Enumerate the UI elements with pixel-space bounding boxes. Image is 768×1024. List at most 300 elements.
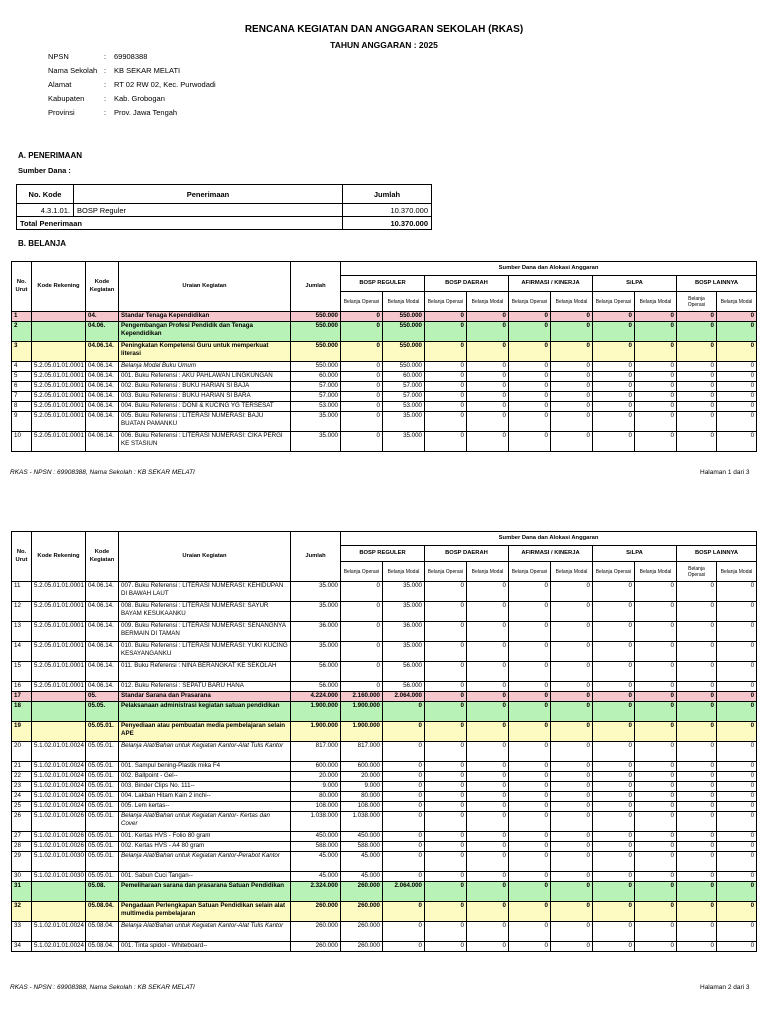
row-reguler-operasi: 0 [341, 362, 383, 372]
row-zero-value: 0 [467, 872, 509, 882]
header-penerimaan: Penerimaan [74, 185, 343, 204]
row-zero-value: 0 [717, 382, 757, 392]
row-reguler-operasi: 0 [341, 322, 383, 342]
row-zero-value: 0 [593, 842, 635, 852]
row-reguler-modal: 0 [383, 702, 425, 722]
row-zero-value: 0 [717, 812, 757, 832]
row-jumlah: 4.224.000 [291, 692, 341, 702]
row-zero-value: 0 [467, 882, 509, 902]
row-zero-value: 0 [717, 412, 757, 432]
row-zero-value: 0 [467, 702, 509, 722]
row-zero-value: 0 [509, 312, 551, 322]
row-kode-rekening: 5.1.02.01.01.0024 [32, 942, 86, 952]
row-zero-value: 0 [677, 812, 717, 832]
header-kode-rekening: Kode Rekening [32, 262, 86, 312]
header-no-urut: No. Urut [12, 262, 32, 312]
row-zero-value: 0 [509, 602, 551, 622]
belanja-row [12, 692, 757, 702]
row-zero-value: 0 [635, 662, 677, 682]
row-jumlah: 550.000 [291, 362, 341, 372]
row-kode-kegiatan: 05.08.04. [86, 902, 119, 922]
row-zero-value: 0 [551, 942, 593, 952]
row-uraian: 012. Buku Referensi : SEPATU BARU HANA [119, 682, 291, 692]
row-zero-value: 0 [509, 762, 551, 772]
row-reguler-operasi: 2.160.000 [341, 692, 383, 702]
row-zero-value: 0 [509, 362, 551, 372]
row-zero-value: 0 [551, 812, 593, 832]
belanja-row [12, 792, 757, 802]
row-zero-value: 0 [717, 832, 757, 842]
row-zero-value: 0 [509, 342, 551, 362]
row-kode-rekening: 5.2.05.01.01.0001 [32, 382, 86, 392]
row-zero-value: 0 [593, 762, 635, 772]
row-zero-value: 0 [425, 922, 467, 942]
row-zero-value: 0 [593, 622, 635, 642]
row-zero-value: 0 [677, 682, 717, 692]
header-group: BOSP LAINNYA [677, 276, 757, 292]
row-kode-kegiatan: 04.06.14. [86, 362, 119, 372]
row-kode-rekening: 5.2.05.01.01.0001 [32, 582, 86, 602]
header-jumlah: Jumlah [343, 185, 432, 204]
row-no: 33 [12, 922, 32, 942]
row-zero-value: 0 [635, 802, 677, 812]
row-zero-value: 0 [551, 362, 593, 372]
row-zero-value: 0 [467, 582, 509, 602]
row-zero-value: 0 [717, 602, 757, 622]
footer-page-number: Halaman 2 dari 3 [700, 984, 750, 991]
row-reguler-modal: 0 [383, 872, 425, 882]
row-kode-rekening: 5.2.05.01.01.0001 [32, 372, 86, 382]
row-jumlah: 53.000 [291, 402, 341, 412]
row-reguler-operasi: 0 [341, 382, 383, 392]
row-no: 32 [12, 902, 32, 922]
row-zero-value: 0 [593, 382, 635, 392]
row-zero-value: 0 [677, 742, 717, 762]
row-kode-rekening: 5.1.02.01.01.0030 [32, 852, 86, 872]
row-zero-value: 0 [509, 622, 551, 642]
header-kode-kegiatan: Kode Kegiatan [86, 262, 119, 312]
row-zero-value: 0 [635, 692, 677, 702]
row-kode-rekening: 5.1.02.01.01.0024 [32, 762, 86, 772]
row-zero-value: 0 [635, 812, 677, 832]
row-reguler-operasi: 260.000 [341, 942, 383, 952]
row-jumlah: 1.900.000 [291, 702, 341, 722]
row-zero-value: 0 [425, 432, 467, 452]
belanja-row [12, 402, 757, 412]
row-zero-value: 0 [717, 762, 757, 772]
row-zero-value: 0 [717, 582, 757, 602]
row-zero-value: 0 [717, 662, 757, 682]
row-no: 19 [12, 722, 32, 742]
row-no: 17 [12, 692, 32, 702]
row-uraian: Pengembangan Profesi Pendidik dan Tenaga Kependidikan [119, 322, 291, 342]
belanja-row [12, 882, 757, 902]
belanja-row [12, 622, 757, 642]
header-belanja-modal: Belanja Modal [467, 562, 509, 582]
row-no: 1 [12, 312, 32, 322]
belanja-row [12, 942, 757, 952]
row-uraian: 003. Binder Clips No. 111-- [119, 782, 291, 792]
document-title: RENCANA KEGIATAN DAN ANGGARAN SEKOLAH (RKAS) [244, 24, 524, 35]
row-zero-value: 0 [635, 702, 677, 722]
row-zero-value: 0 [509, 642, 551, 662]
row-uraian: Belanja Alat/Bahan untuk Kegiatan Kantor-Perabot Kantor [119, 852, 291, 872]
row-zero-value: 0 [593, 392, 635, 402]
row-jumlah: 817.000 [291, 742, 341, 762]
row-reguler-modal: 0 [383, 832, 425, 842]
row-zero-value: 0 [467, 902, 509, 922]
row-zero-value: 0 [509, 772, 551, 782]
row-uraian: Standar Sarana dan Prasarana [119, 692, 291, 702]
row-no: 29 [12, 852, 32, 872]
header-kode-kegiatan: Kode Kegiatan [86, 532, 119, 582]
row-zero-value: 0 [425, 872, 467, 882]
row-reguler-modal: 0 [383, 922, 425, 942]
row-zero-value: 0 [509, 842, 551, 852]
row-kode-kegiatan: 04.06.14. [86, 412, 119, 432]
row-zero-value: 0 [425, 412, 467, 432]
row-jumlah: 45.000 [291, 852, 341, 872]
row-zero-value: 0 [593, 312, 635, 322]
row-reguler-operasi: 0 [341, 642, 383, 662]
row-reguler-operasi: 0 [341, 402, 383, 412]
row-zero-value: 0 [677, 792, 717, 802]
row-no: 24 [12, 792, 32, 802]
header-uraian-kegiatan: Uraian Kegiatan [119, 532, 291, 582]
row-zero-value: 0 [717, 322, 757, 342]
header-uraian-kegiatan: Uraian Kegiatan [119, 262, 291, 312]
row-zero-value: 0 [593, 602, 635, 622]
row-zero-value: 0 [551, 682, 593, 692]
header-group: AFIRMASI / KINERJA [509, 276, 593, 292]
header-belanja-modal: Belanja Modal [383, 292, 425, 312]
row-kode-kegiatan: 05.05.01. [86, 852, 119, 872]
row-no: 34 [12, 942, 32, 952]
header-belanja-operasi: Belanja Operasi [509, 292, 551, 312]
section-penerimaan-title: A. PENERIMAAN [18, 151, 83, 160]
row-kode-rekening: 5.1.02.01.01.0024 [32, 792, 86, 802]
row-zero-value: 0 [551, 662, 593, 682]
row-jumlah: 35.000 [291, 582, 341, 602]
row-zero-value: 0 [593, 692, 635, 702]
row-reguler-modal: 0 [383, 762, 425, 772]
belanja-row [12, 312, 757, 322]
row-zero-value: 0 [551, 802, 593, 812]
row-kode-rekening: 5.1.02.01.01.0024 [32, 742, 86, 762]
row-zero-value: 0 [551, 922, 593, 942]
belanja-table-page-1 [11, 261, 757, 452]
row-kode-rekening: 5.2.05.01.01.0001 [32, 602, 86, 622]
row-zero-value: 0 [467, 392, 509, 402]
row-zero-value: 0 [635, 362, 677, 372]
row-jumlah: 36.000 [291, 622, 341, 642]
row-zero-value: 0 [593, 742, 635, 762]
row-zero-value: 0 [509, 692, 551, 702]
row-zero-value: 0 [467, 382, 509, 392]
row-zero-value: 0 [717, 772, 757, 782]
row-uraian: 001. Kertas HVS - Folio 80 gram [119, 832, 291, 842]
row-zero-value: 0 [677, 382, 717, 392]
identity-label: Kabupaten [48, 93, 85, 103]
row-zero-value: 0 [509, 942, 551, 952]
identity-label: Nama Sekolah [48, 65, 98, 75]
row-reguler-modal: 550.000 [383, 312, 425, 322]
row-zero-value: 0 [467, 742, 509, 762]
row-kode-rekening: 5.1.02.01.01.0024 [32, 782, 86, 792]
header-belanja-operasi: Belanja Operasi [425, 292, 467, 312]
row-jumlah: 60.000 [291, 372, 341, 382]
row-kode-kegiatan: 05.05.01. [86, 772, 119, 782]
row-uraian: 004. Lakban Hitam Kain 2 inchi-- [119, 792, 291, 802]
row-zero-value: 0 [593, 902, 635, 922]
row-zero-value: 0 [551, 902, 593, 922]
row-kode-rekening: 5.1.02.01.01.0024 [32, 922, 86, 942]
row-reguler-modal: 53.000 [383, 402, 425, 412]
row-zero-value: 0 [593, 852, 635, 872]
row-kode-rekening: 5.2.05.01.01.0001 [32, 392, 86, 402]
row-kode-rekening [32, 882, 86, 902]
row-zero-value: 0 [551, 742, 593, 762]
row-kode-kegiatan: 05.05.01. [86, 872, 119, 882]
row-uraian: 008. Buku Referensi : LITERASI NUMERASI: SAYUR BAYAM KESUKAANKU [119, 602, 291, 622]
header-belanja-operasi: Belanja Operasi [509, 562, 551, 582]
row-kode-kegiatan: 05.08.04. [86, 922, 119, 942]
row-kode-kegiatan: 04.06.14. [86, 622, 119, 642]
row-zero-value: 0 [509, 372, 551, 382]
row-zero-value: 0 [593, 582, 635, 602]
row-zero-value: 0 [717, 842, 757, 852]
row-zero-value: 0 [425, 762, 467, 772]
row-zero-value: 0 [677, 342, 717, 362]
header-belanja-operasi: Belanja Operasi [593, 292, 635, 312]
row-zero-value: 0 [551, 412, 593, 432]
row-no: 31 [12, 882, 32, 902]
row-kode-kegiatan: 05.05.01. [86, 762, 119, 772]
belanja-row [12, 392, 757, 402]
row-zero-value: 0 [509, 322, 551, 342]
row-zero-value: 0 [593, 872, 635, 882]
row-zero-value: 0 [425, 772, 467, 782]
row-zero-value: 0 [717, 622, 757, 642]
row-jumlah: 450.000 [291, 832, 341, 842]
row-zero-value: 0 [677, 762, 717, 772]
row-no: 25 [12, 802, 32, 812]
row-jumlah: 35.000 [291, 602, 341, 622]
row-reguler-operasi: 9.000 [341, 782, 383, 792]
row-kode-kegiatan: 05.08. [86, 882, 119, 902]
row-reguler-operasi: 0 [341, 622, 383, 642]
row-zero-value: 0 [635, 382, 677, 392]
row-zero-value: 0 [551, 622, 593, 642]
row-zero-value: 0 [593, 342, 635, 362]
row-jumlah: 1.900.000 [291, 722, 341, 742]
header-sumber-dana: Sumber Dana dan Alokasi Anggaran [341, 532, 757, 546]
row-zero-value: 0 [467, 342, 509, 362]
header-belanja-operasi: Belanja Operasi [677, 562, 717, 582]
belanja-row [12, 662, 757, 682]
row-reguler-operasi: 80.000 [341, 792, 383, 802]
row-kode-rekening: 5.2.05.01.01.0001 [32, 362, 86, 372]
penerimaan-total-row [17, 217, 432, 230]
row-zero-value: 0 [717, 782, 757, 792]
row-jumlah: 57.000 [291, 392, 341, 402]
row-jumlah: 57.000 [291, 382, 341, 392]
identity-row: NPSN : 69908388 [48, 49, 216, 63]
row-zero-value: 0 [677, 642, 717, 662]
row-uraian: 001. Buku Referensi : AKU PAHLAWAN LINGKUNGAN [119, 372, 291, 382]
row-kode-kegiatan: 05. [86, 692, 119, 702]
row-kode-rekening [32, 312, 86, 322]
row-zero-value: 0 [425, 622, 467, 642]
belanja-row [12, 802, 757, 812]
row-zero-value: 0 [717, 372, 757, 382]
row-reguler-operasi: 600.000 [341, 762, 383, 772]
row-no: 30 [12, 872, 32, 882]
row-zero-value: 0 [717, 882, 757, 902]
row-reguler-operasi: 1.038.000 [341, 812, 383, 832]
row-no: 6 [12, 382, 32, 392]
row-uraian: Belanja Alat/Bahan untuk Kegiatan Kantor-Alat Tulis Kantor [119, 742, 291, 762]
row-uraian: 009. Buku Referensi : LITERASI NUMERASI: SENANGNYA BERMAIN DI TAMAN [119, 622, 291, 642]
row-zero-value: 0 [425, 682, 467, 692]
row-reguler-modal: 35.000 [383, 412, 425, 432]
row-zero-value: 0 [635, 402, 677, 412]
row-reguler-modal: 0 [383, 842, 425, 852]
row-kode-rekening [32, 722, 86, 742]
row-zero-value: 0 [425, 602, 467, 622]
row-zero-value: 0 [635, 372, 677, 382]
row-zero-value: 0 [635, 772, 677, 782]
row-no: 11 [12, 582, 32, 602]
row-zero-value: 0 [593, 802, 635, 812]
row-zero-value: 0 [593, 682, 635, 692]
row-zero-value: 0 [551, 832, 593, 842]
row-reguler-operasi: 817.000 [341, 742, 383, 762]
belanja-row [12, 762, 757, 772]
row-reguler-modal: 2.064.000 [383, 882, 425, 902]
row-zero-value: 0 [717, 742, 757, 762]
row-kode-rekening: 5.2.05.01.01.0001 [32, 412, 86, 432]
row-zero-value: 0 [635, 582, 677, 602]
belanja-row [12, 582, 757, 602]
row-reguler-operasi: 45.000 [341, 852, 383, 872]
header-belanja-modal: Belanja Modal [717, 292, 757, 312]
row-zero-value: 0 [425, 382, 467, 392]
row-kode-rekening: 5.1.02.01.01.0026 [32, 832, 86, 842]
row-zero-value: 0 [551, 852, 593, 872]
row-kode-kegiatan: 04.06.14. [86, 392, 119, 402]
row-kode-rekening [32, 902, 86, 922]
row-zero-value: 0 [677, 662, 717, 682]
row-kode-kegiatan: 04.06.14. [86, 342, 119, 362]
header-kode-rekening: Kode Rekening [32, 532, 86, 582]
row-uraian: Pelaksanaan administrasi kegiatan satuan pendidikan [119, 702, 291, 722]
row-zero-value: 0 [551, 312, 593, 322]
total-penerimaan-label: Total Penerimaan [17, 217, 343, 230]
row-reguler-operasi: 1.900.000 [341, 722, 383, 742]
row-zero-value: 0 [677, 802, 717, 812]
row-no: 26 [12, 812, 32, 832]
penerimaan-jumlah: 10.370.000 [343, 204, 432, 217]
identity-value: RT 02 RW 02, Kec. Purwodadi [114, 79, 216, 89]
row-zero-value: 0 [593, 792, 635, 802]
row-reguler-operasi: 260.000 [341, 882, 383, 902]
identity-row: Kabupaten : Kab. Grobogan [48, 91, 216, 105]
row-zero-value: 0 [551, 382, 593, 392]
row-zero-value: 0 [509, 682, 551, 692]
header-jumlah: Jumlah [291, 262, 341, 312]
row-zero-value: 0 [717, 312, 757, 322]
row-zero-value: 0 [635, 312, 677, 322]
row-reguler-modal: 35.000 [383, 602, 425, 622]
row-zero-value: 0 [635, 432, 677, 452]
row-zero-value: 0 [635, 392, 677, 402]
row-zero-value: 0 [467, 682, 509, 692]
identity-value: Kab. Grobogan [114, 93, 165, 103]
row-zero-value: 0 [467, 722, 509, 742]
row-zero-value: 0 [467, 792, 509, 802]
row-zero-value: 0 [593, 942, 635, 952]
row-zero-value: 0 [425, 722, 467, 742]
row-zero-value: 0 [551, 342, 593, 362]
row-zero-value: 0 [509, 872, 551, 882]
row-jumlah: 80.000 [291, 792, 341, 802]
row-zero-value: 0 [425, 942, 467, 952]
row-no: 22 [12, 772, 32, 782]
row-zero-value: 0 [425, 882, 467, 902]
row-zero-value: 0 [425, 782, 467, 792]
row-no: 15 [12, 662, 32, 682]
row-reguler-modal: 0 [383, 782, 425, 792]
row-zero-value: 0 [717, 642, 757, 662]
row-zero-value: 0 [677, 702, 717, 722]
row-zero-value: 0 [551, 402, 593, 412]
belanja-table-page-2 [11, 531, 757, 952]
belanja-row [12, 872, 757, 882]
row-zero-value: 0 [425, 582, 467, 602]
row-reguler-operasi: 0 [341, 432, 383, 452]
row-kode-rekening: 5.1.02.01.01.0026 [32, 842, 86, 852]
row-jumlah: 35.000 [291, 432, 341, 452]
row-zero-value: 0 [467, 322, 509, 342]
row-zero-value: 0 [677, 372, 717, 382]
row-zero-value: 0 [717, 392, 757, 402]
belanja-row [12, 642, 757, 662]
row-zero-value: 0 [551, 782, 593, 792]
row-no: 8 [12, 402, 32, 412]
row-zero-value: 0 [425, 702, 467, 722]
row-zero-value: 0 [551, 692, 593, 702]
row-zero-value: 0 [425, 742, 467, 762]
row-zero-value: 0 [425, 692, 467, 702]
row-zero-value: 0 [635, 942, 677, 952]
belanja-row [12, 702, 757, 722]
row-kode-kegiatan: 05.05.01. [86, 792, 119, 802]
row-kode-rekening [32, 702, 86, 722]
header-sumber-dana: Sumber Dana dan Alokasi Anggaran [341, 262, 757, 276]
row-zero-value: 0 [635, 792, 677, 802]
row-kode-rekening: 5.1.02.01.01.0030 [32, 872, 86, 882]
footer-left: RKAS - NPSN : 69908388, Nama Sekolah : KB SEKAR MELATI [10, 469, 195, 476]
row-zero-value: 0 [717, 922, 757, 942]
row-reguler-modal: 0 [383, 812, 425, 832]
row-uraian: 004. Buku Referensi : DONI & KUCING YG TERSESAT [119, 402, 291, 412]
document-subtitle: TAHUN ANGGARAN : 2025 [330, 40, 438, 50]
row-uraian: 005. Lem kertas-- [119, 802, 291, 812]
row-jumlah: 35.000 [291, 412, 341, 432]
row-kode-rekening [32, 692, 86, 702]
row-jumlah: 45.000 [291, 872, 341, 882]
